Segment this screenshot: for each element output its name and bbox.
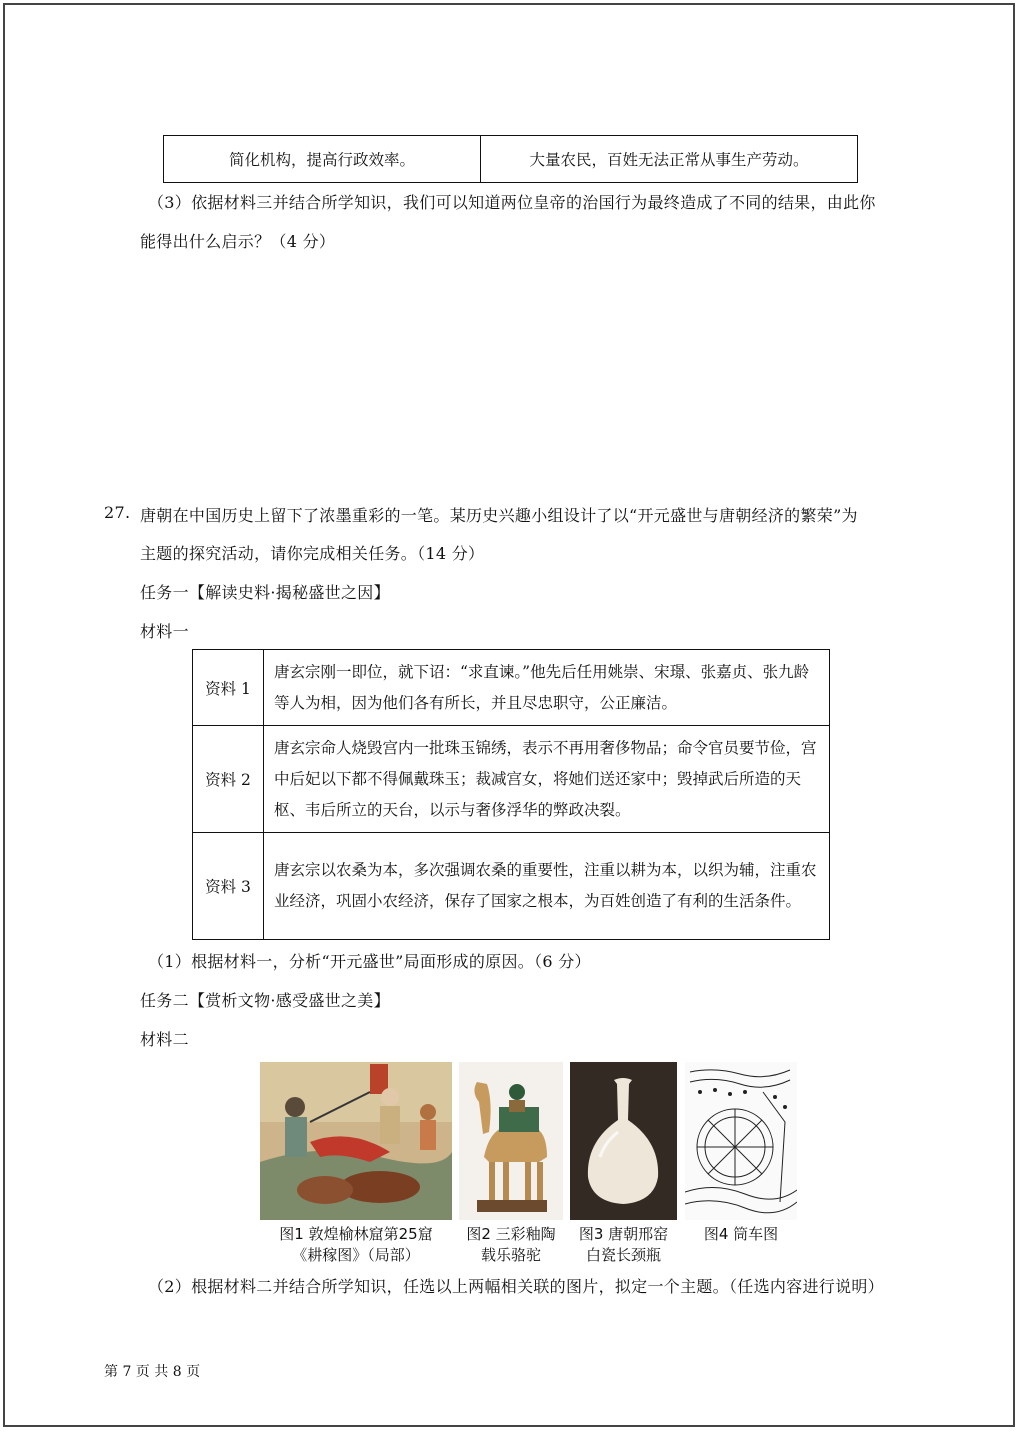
material-1-label: 材料一 [140, 622, 189, 641]
material-label: 资料 2 [193, 726, 264, 833]
caption-line: 《耕稼图》（局部） [292, 1246, 420, 1264]
question-3-line2: 能得出什么启示？（4 分） [140, 232, 336, 251]
caption-line: 图2 三彩釉陶 [466, 1225, 556, 1243]
figure-2-caption [452, 1224, 570, 1266]
table-cell: 大量农民，百姓无法正常从事生产劳动。 [481, 136, 858, 183]
figure-4-caption [685, 1224, 797, 1245]
material-2-label: 材料二 [140, 1030, 189, 1049]
vase-image [570, 1062, 677, 1220]
question-27-line2: 主题的探究活动，请你完成相关任务。（14 分） [140, 544, 485, 563]
task-1-heading: 任务一【解读史料·揭秘盛世之因】 [140, 583, 390, 602]
sub-question-1: （1）根据材料一，分析“开元盛世”局面形成的原因。（6 分） [148, 952, 591, 971]
table-cell: 简化机构，提高行政效率。 [164, 136, 481, 183]
material-table [192, 649, 830, 940]
question-number: 27. [104, 503, 131, 522]
figure-3-caption [565, 1224, 682, 1266]
figure-1-caption [250, 1224, 462, 1266]
material-text: 唐玄宗命人烧毁宫内一批珠玉锦绣，表示不再用奢侈物品；命令官员要节俭，宫中后妃以下都不得佩戴珠玉；裁减宫女，将她们送还家中；毁掉武后所造的天枢、韦后所立的天台，以示与奢侈浮华的弊政决裂。 [264, 726, 830, 833]
material-label: 资料 1 [193, 650, 264, 726]
material-label: 资料 3 [193, 833, 264, 940]
caption-line: 图1 敦煌榆林窟第25窟 [279, 1225, 433, 1243]
caption-line: 图3 唐朝邢窑 [578, 1225, 669, 1243]
waterwheel-image [685, 1062, 797, 1220]
page-number: 第 7 页 共 8 页 [104, 1364, 201, 1380]
sub-question-2: （2）根据材料二并结合所学知识，任选以上两幅相关联的图片，拟定一个主题。（任选内容进行说明） [148, 1277, 884, 1296]
caption-line: 载乐骆驼 [480, 1246, 541, 1264]
camel-image [459, 1062, 563, 1220]
question-27-line1: 唐朝在中国历史上留下了浓墨重彩的一笔。某历史兴趣小组设计了以“开元盛世与唐朝经济的繁荣”为 [140, 506, 858, 525]
caption-line: 图4 筒车图 [703, 1225, 779, 1243]
task-2-heading: 任务二【赏析文物·感受盛世之美】 [140, 991, 390, 1010]
mural-image [260, 1062, 452, 1220]
answer-table [163, 135, 858, 183]
material-text: 唐玄宗刚一即位，就下诏：“求直谏。”他先后任用姚崇、宋璟、张嘉贞、张九龄等人为相，因为他们各有所长，并且尽忠职守，公正廉洁。 [264, 650, 830, 726]
caption-line: 白瓷长颈瓶 [585, 1246, 661, 1264]
question-3-line1: （3）依据材料三并结合所学知识，我们可以知道两位皇帝的治国行为最终造成了不同的结果，由此你 [148, 193, 876, 212]
material-text: 唐玄宗以农桑为本，多次强调农桑的重要性，注重以耕为本，以织为辅，注重农业经济，巩固小农经济，保存了国家之根本，为百姓创造了有利的生活条件。 [264, 833, 830, 940]
